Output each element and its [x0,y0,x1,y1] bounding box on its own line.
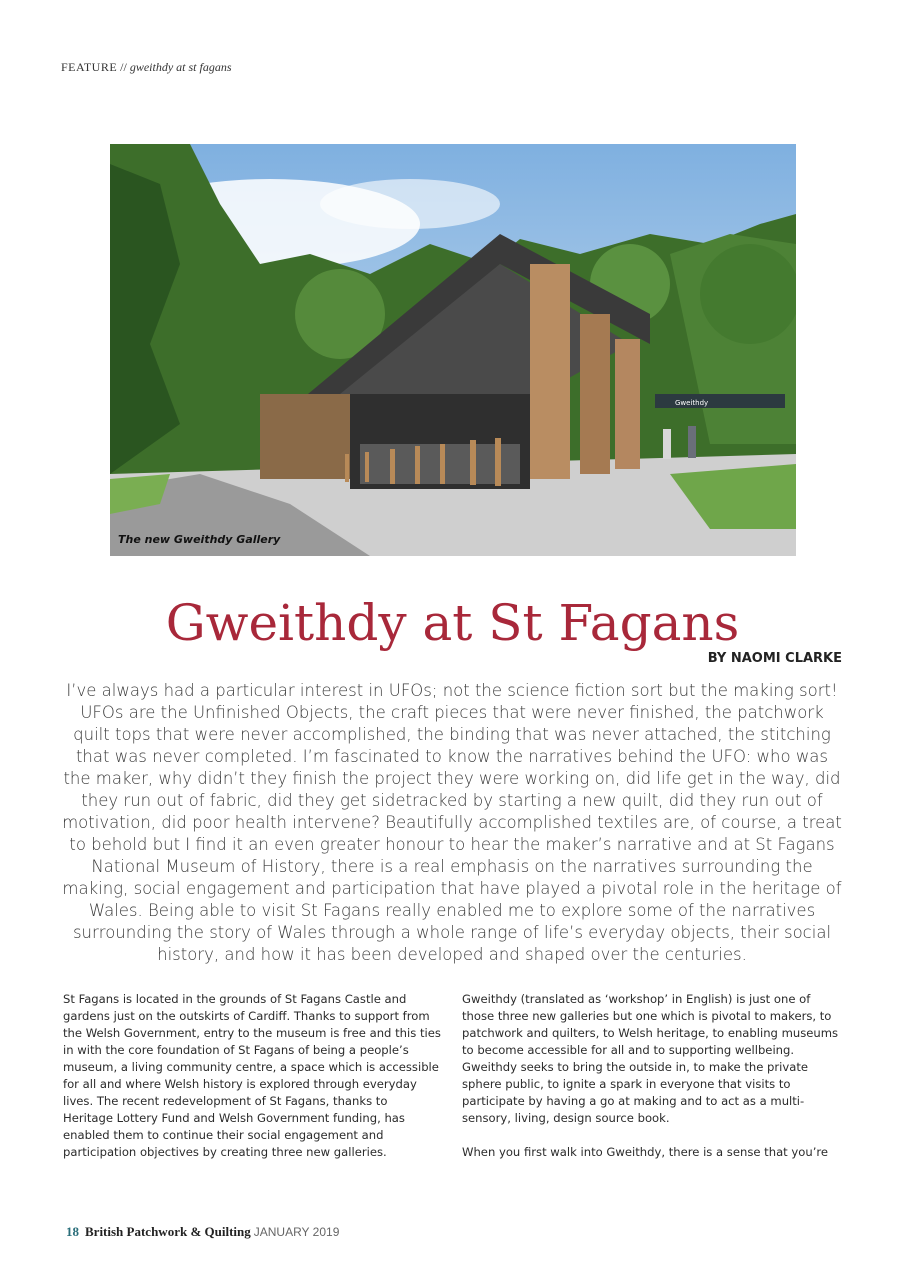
body-paragraph: When you first walk into Gweithdy, there is a sense that you’re [462,1145,829,1159]
photo-caption: The new Gweithdy Gallery [118,533,281,546]
body-paragraph: Gweithdy (translated as ‘workshop’ in English) is just one of those three new galleries but one which is pivotal to makers, to patchwork and quilters, to Welsh heritage, to enabling museums to become accessible for all and to supporting wellbeing. Gweithdy seeks to bring the outside in, to make the private sphere public, to ignite a spark in everyone that visits to participate by having a go at making and to act as a multi-sensory, living, design source book. [462,992,839,1125]
body-column-left [63,991,441,1178]
section-topic: gweithdy at st fagans [129,60,232,74]
section-separator: // [117,60,130,74]
byline: BY NAOMI CLARKE [707,651,842,666]
magazine-name: British Patchwork & Quilting [85,1224,251,1239]
feature-photo [110,144,796,556]
body-paragraph: St Fagans is located in the grounds of St Fagans Castle and gardens just on the outskirts of Cardiff. Thanks to support from the Welsh Government, entry to the museum is free and this ties in with the core foundation of St Fagans of being a people’s museum, a living community centre, a space which is accessible for all and where Welsh history is explored through everyday lives. The recent redevelopment of St Fagans, thanks to Heritage Lottery Fund and Welsh Government funding, has enabled them to continue their social engagement and participation objectives by creating three new galleries. [63,992,441,1159]
page-footer [66,1224,339,1240]
page-number: 18 [66,1224,79,1239]
gallery-sign-text: Gweithdy [675,399,709,407]
body-column-right [462,991,840,1178]
intro-paragraph: I’ve always had a particular interest in UFOs; not the science fiction sort but the making sort! UFOs are the Unfinished Objects, the craft pieces that were never finished, the patchwork quilt tops that were never accomplished, the binding that was never attached, the stitching that was never completed. I’m fascinated to know the narratives behind the UFO: who was the maker, why didn’t they finish the project they were working on, did life get in the way, did they run out of fabric, did they get sidetracked by starting a new quilt, did they run out of motivation, did poor health intervene? Beautifully accomplished textiles are, of course, a treat to behold but I find it an even greater honour to hear the maker’s narrative and at St Fagans National Museum of History, there is a real emphasis on the narratives surrounding the making, social engagement and participation that have played a pivotal role in the heritage of Wales. Being able to visit St Fagans really enabled me to explore some of the narratives surrounding the story of Wales through a whole range of life’s everyday objects, their social history, and how it has been developed and shaped over the centuries. [62,681,842,964]
article-title: Gweithdy at St Fagans [165,594,740,652]
issue-date: JANUARY 2019 [253,1225,340,1239]
section-label [61,60,232,75]
gallery-building-illustration [110,144,796,556]
section-kicker: FEATURE [61,60,118,74]
